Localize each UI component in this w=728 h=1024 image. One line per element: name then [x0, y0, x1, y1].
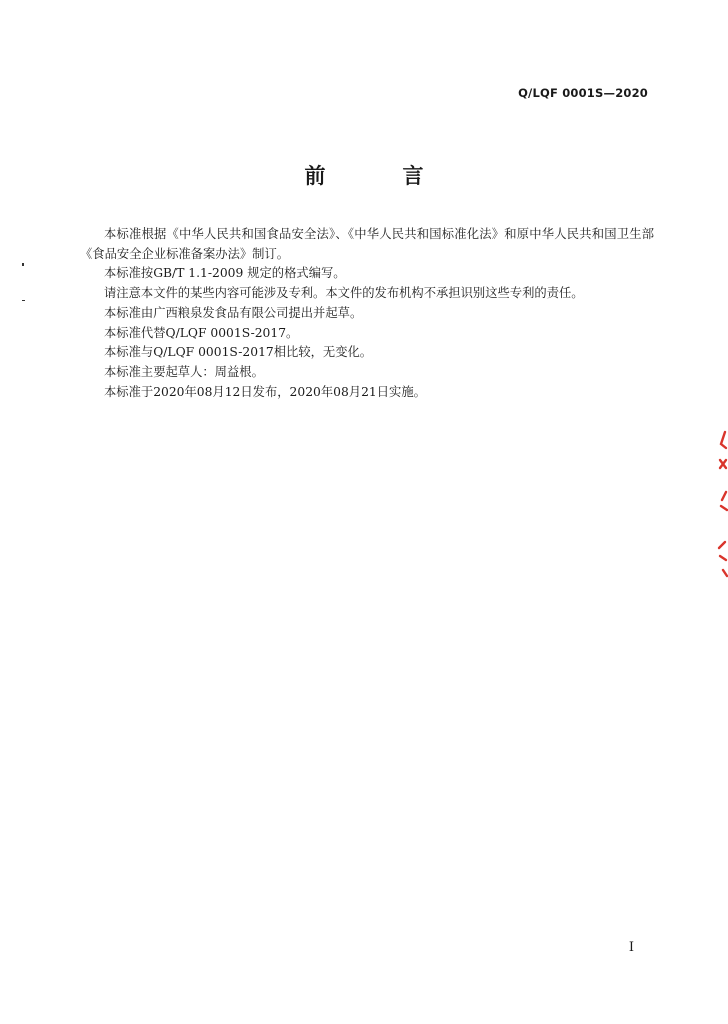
scan-mark [22, 263, 24, 266]
foreword-body [80, 225, 654, 402]
scan-mark [22, 300, 25, 301]
paragraph-replaces: 本标准代替Q/LQF 0001S-2017。 [104, 325, 299, 340]
paragraph-main-drafter: 本标准主要起草人：周益根。 [104, 364, 264, 379]
paragraph-comparison: 本标准与Q/LQF 0001S-2017相比较，无变化。 [104, 345, 373, 360]
page-number: I [628, 940, 634, 955]
paragraph-format: 本标准按GB/T 1.1-2009 规定的格式编写。 [104, 266, 346, 281]
paragraph-basis: 本标准根据《中华人民共和国食品安全法》、《中华人民共和国标准化法》和原中华人民共和国卫生部《食品安全企业标准备案办法》制订。 [80, 227, 654, 261]
standard-code: Q/LQF 0001S—2020 [518, 86, 648, 100]
paragraph-drafter-org: 本标准由广西粮泉发食品有限公司提出并起草。 [104, 305, 363, 320]
paragraph-dates: 本标准于2020年08月12日发布，2020年08月21日实施。 [104, 384, 426, 399]
paragraph-patent: 请注意本文件的某些内容可能涉及专利。本文件的发布机构不承担识别这些专利的责任。 [104, 286, 584, 301]
page-title: 前 言 [304, 164, 452, 188]
seal-stamp [710, 430, 728, 580]
